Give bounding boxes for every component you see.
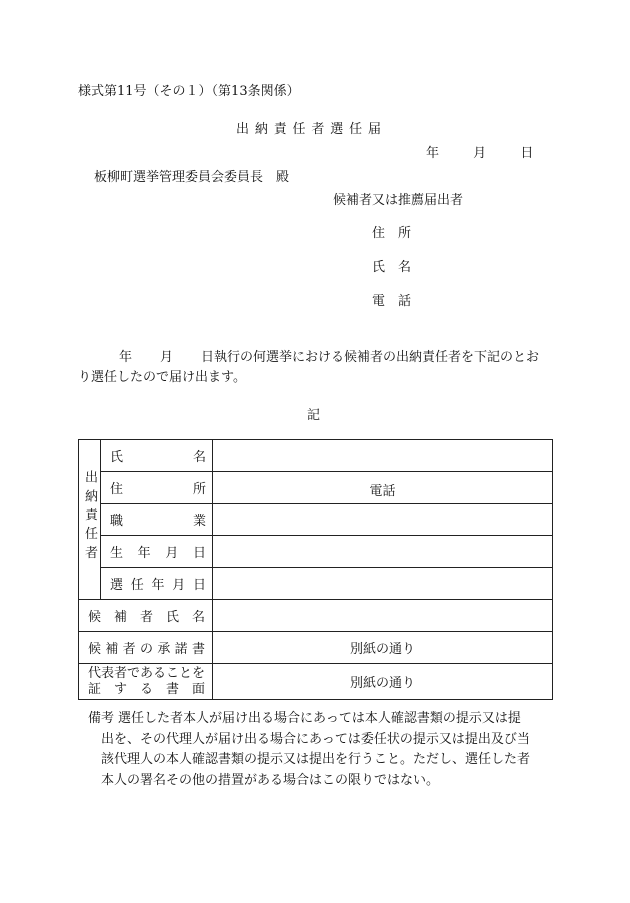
label-representative-line-1: 代表者であることを	[88, 665, 206, 681]
label-char: 名	[192, 450, 206, 465]
label-char: 書	[165, 681, 179, 697]
label-char: 候	[88, 642, 102, 657]
label-char: の	[139, 642, 153, 657]
label-char: 氏	[110, 450, 124, 465]
label-name	[101, 440, 213, 472]
value-consent: 別紙の通り	[213, 632, 553, 664]
label-representative	[79, 664, 213, 700]
label-char: 月	[172, 578, 186, 593]
label-char: 氏	[165, 610, 179, 625]
label-address	[101, 472, 213, 504]
remarks-head: 備考	[88, 711, 115, 726]
submitter-address: 住 所	[372, 226, 412, 241]
label-candidate-name	[79, 600, 213, 632]
remarks-line: 選任した者本人が届け出る場合にあっては本人確認書類の提示又は提	[118, 711, 521, 726]
remarks-line: 出を、その代理人が届け出る場合にあっては委任状の提示又は提出及び当	[101, 731, 530, 747]
label-char: 日	[192, 546, 206, 561]
date-month: 月	[473, 146, 487, 161]
document-title: 出納責任者選任届	[236, 122, 387, 137]
label-char: 諾	[174, 642, 188, 657]
phone-label: 電話	[369, 484, 396, 499]
label-consent	[79, 632, 213, 664]
date-year: 年	[426, 146, 440, 161]
label-char: 者	[122, 642, 136, 657]
form-table	[78, 439, 553, 700]
label-char: 業	[192, 514, 206, 529]
label-char: 生	[110, 546, 124, 561]
value-name[interactable]	[213, 440, 553, 472]
ki-mark: 記	[307, 408, 321, 423]
label-char: 住	[110, 482, 124, 497]
label-char: 日	[192, 578, 206, 593]
value-birthdate[interactable]	[213, 536, 553, 568]
date-line	[426, 142, 533, 161]
body-line-2: り選任したので届け出ます。	[78, 370, 246, 385]
label-char: 証	[88, 681, 102, 697]
value-candidate-name[interactable]	[213, 600, 553, 632]
body-month: 月	[160, 350, 174, 365]
label-char: 者	[139, 610, 153, 625]
label-char: 候	[88, 610, 102, 625]
value-occupation[interactable]	[213, 504, 553, 536]
value-representative: 別紙の通り	[213, 664, 553, 700]
label-char: 面	[191, 681, 205, 697]
label-char: 選	[110, 578, 124, 593]
date-day: 日	[520, 146, 534, 161]
label-char: 書	[191, 642, 205, 657]
treasurer-group-label	[79, 440, 101, 600]
label-char: 年	[151, 578, 165, 593]
label-char: 承	[157, 642, 171, 657]
label-char: 年	[137, 546, 151, 561]
label-char: 補	[105, 642, 119, 657]
label-appointment-date	[101, 568, 213, 600]
treasurer-group-text: 出納責任者	[82, 470, 97, 565]
body-line-1	[78, 348, 539, 368]
label-char: 名	[191, 610, 205, 625]
label-char: 補	[113, 610, 127, 625]
value-appointment-date[interactable]	[213, 568, 553, 600]
submitter-name: 氏 名	[372, 260, 412, 275]
remarks-line: 該代理人の本人確認書類の提示又は提出を行うこと。ただし、選任した者	[101, 752, 531, 767]
body-paragraph	[78, 348, 539, 388]
label-representative-line-2	[88, 682, 205, 698]
label-char: 任	[130, 578, 144, 593]
label-char: 月	[165, 546, 179, 561]
label-char: 所	[192, 482, 206, 497]
submitter-phone: 電 話	[372, 294, 412, 309]
remarks	[88, 709, 548, 791]
label-birthdate	[101, 536, 213, 568]
label-char: す	[113, 681, 127, 697]
form-number: 様式第11号（その１）（第13条関係）	[78, 84, 300, 99]
remarks-line: 本人の署名その他の措置がある場合はこの限りではない。	[101, 772, 440, 788]
addressee: 板柳町選挙管理委員会委員長 殿	[94, 170, 290, 185]
value-address[interactable]	[213, 472, 553, 504]
label-char: る	[139, 681, 153, 697]
submitter-heading: 候補者又は推薦届出者	[333, 193, 464, 208]
body-year: 年	[119, 350, 133, 365]
label-occupation	[101, 504, 213, 536]
body-line-1-rest: 日執行の何選挙における候補者の出納責任者を下記のとお	[201, 350, 540, 365]
label-char: 職	[110, 514, 124, 529]
